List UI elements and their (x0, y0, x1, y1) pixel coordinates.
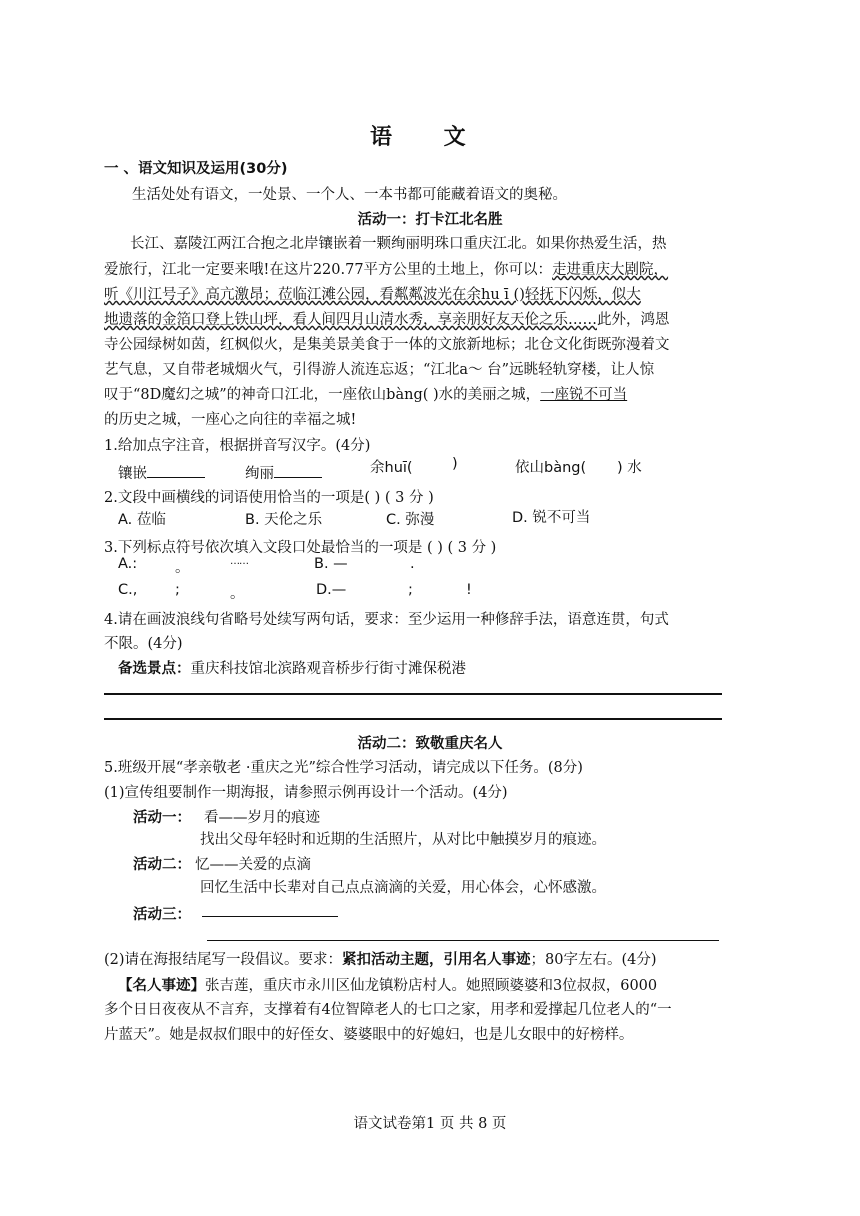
story-line (118, 974, 657, 995)
page-footer: 语文试卷第1 页 共 8 页 (353, 1116, 507, 1132)
q1-item (245, 462, 322, 483)
q3-option: B. — (314, 556, 348, 572)
act3-label: 活动三： (133, 907, 191, 923)
q5-sub1: (1)宣传组要制作一期海报，请参照示例再设计一个活动。(4分) (104, 785, 508, 801)
passage-line (104, 308, 670, 329)
act2-label: 活动二： (133, 857, 191, 873)
spots-list: 重庆科技馆北滨路观音桥步行街寸滩保税港 (190, 661, 466, 677)
passage-text: 此外，鸿恩 (597, 312, 670, 328)
q3-option: ; (175, 582, 180, 598)
q1-item: 余huī( (370, 460, 413, 476)
story-line: 多个日日夜夜从不言弃，支撑着有4位智障老人的七口之家，用孝和爱撑起几位老人的“一 (104, 1002, 672, 1018)
answer-blank[interactable] (274, 477, 322, 478)
wavy-text: 地遗落的金箔口登上铁山坪，看人间四月山清水秀，享亲朋好友天伦之乐…… (104, 312, 597, 328)
q4-spots (118, 657, 466, 678)
q3-option: ! (466, 582, 472, 598)
q2-option: C. 弥漫 (386, 512, 435, 528)
activity1-heading: 活动一：打卡江北名胜 (357, 212, 503, 228)
passage-line (104, 258, 668, 279)
question-4-cont: 不限。(4分) (104, 636, 183, 652)
q1-item (118, 462, 205, 483)
passage-line (104, 383, 627, 404)
q3-option: C., (118, 582, 138, 598)
act1-desc: 找出父母年轻时和近期的生活照片，从对比中触摸岁月的痕迹。 (200, 832, 606, 848)
q3-option: D.— (316, 582, 347, 598)
wavy-text: 走进重庆大剧院， (552, 262, 669, 278)
q2-option: A. 莅临 (118, 512, 166, 528)
story-line: 片蓝天”。她是叔叔们眼中的好侄女、婆婆眼中的好媳妇，也是儿女眼中的好榜样。 (104, 1027, 634, 1043)
q2-option: D. 锐不可当 (512, 510, 591, 526)
wavy-text: 听《川江号子》高亢激昂；莅临江滩公园，看粼粼波光在余hu ī ()轻抚下闪烁，似大 (104, 287, 641, 303)
story-label: 【名人事迹】 (118, 977, 205, 994)
page-title: 语 文 (370, 124, 488, 150)
question-4: 4.请在画波浪线句省略号处续写两句话，要求：至少运用一种修辞手法，语意连贯，句式 (104, 612, 669, 628)
q1-item: ) (452, 456, 458, 472)
passage-text: 叹于“8D魔幻之城”的神奇口江北，一座依山bàng( )水的美丽之城， (104, 387, 541, 403)
sub2-bold: 紧扣活动主题， (342, 951, 444, 968)
answer-line[interactable] (104, 718, 722, 720)
question-2: 2.文段中画横线的词语使用恰当的一项是( ) ( 3 分 ) (104, 490, 434, 506)
section-intro: 生活处处有语文，一处景、一个人、一本书都可能藏着语文的奥秘。 (132, 187, 567, 203)
q3-option: ; (408, 582, 413, 598)
act1-label: 活动一： (133, 810, 191, 826)
passage-text: 爱旅行，江北一定要来哦!在这片220.77平方公里的土地上，你可以： (104, 262, 553, 278)
act2-desc: 回忆生活中长辈对自己点点滴滴的关爱，用心体会，心怀感激。 (200, 880, 606, 896)
act2-title: 忆——关爱的点滴 (195, 857, 311, 873)
answer-blank[interactable] (147, 477, 205, 478)
q3-option: …… (230, 556, 248, 567)
sub2-bold: 引用名人事迹 (443, 951, 531, 968)
act3-line[interactable] (207, 940, 719, 941)
q1-item: ) 水 (617, 460, 642, 476)
sub2-text: (2)请在海报结尾写一段倡议。要求： (104, 952, 343, 968)
passage-line: 的历史之城，一座心之向往的幸福之城! (104, 412, 357, 428)
q5-sub2 (104, 948, 657, 969)
activity2-heading: 活动二：致敬重庆名人 (357, 736, 503, 752)
answer-line[interactable] (104, 693, 722, 695)
act1-title: 看——岁月的痕迹 (204, 810, 320, 826)
q3-option: . (410, 556, 415, 572)
question-1: 1.给加点字注音，根据拼音写汉字。(4分) (104, 438, 371, 454)
question-3: 3.下列标点符号依次填入文段口处最恰当的一项是 ( ) ( 3 分 ) (104, 540, 497, 556)
spots-label: 备选景点： (118, 661, 191, 677)
story-text: 张吉莲，重庆市永川区仙龙镇粉店村人。她照顾婆婆和3位叔叔，6000 (205, 978, 658, 994)
q1-word: 镶嵌 (118, 466, 147, 482)
q2-option: B. 天伦之乐 (245, 512, 323, 528)
passage-line: 艺气息，又自带老城烟火气，引得游人流连忘返；“江北a～ 台”远眺轻轨穿楼，让人惊 (104, 362, 655, 378)
section-heading: 一 、语文知识及运用(30分) (104, 161, 288, 177)
q1-word: 绚丽 (245, 466, 274, 482)
passage-line: 长江、嘉陵江两江合抱之北岸镶嵌着一颗绚丽明珠口重庆江北。如果你热爱生活，热 (130, 236, 667, 252)
q3-option: 。 (230, 586, 245, 602)
act3-blank[interactable] (202, 916, 338, 917)
q3-option: 。 (175, 560, 190, 576)
question-5: 5.班级开展“孝亲敬老 ·重庆之光”综合性学习活动，请完成以下任务。(8分) (104, 760, 583, 776)
passage-line: 寺公园绿树如茵，红枫似火，是集美景美食于一体的文旅新地标；北仓文化街既弥漫着文 (104, 337, 670, 353)
underlined-text: 一座锐不可当 (540, 387, 628, 403)
q3-option: A.: (118, 556, 138, 572)
sub2-text: ；80字左右。(4分) (530, 952, 657, 968)
q1-item: 依山bàng( (515, 460, 587, 476)
